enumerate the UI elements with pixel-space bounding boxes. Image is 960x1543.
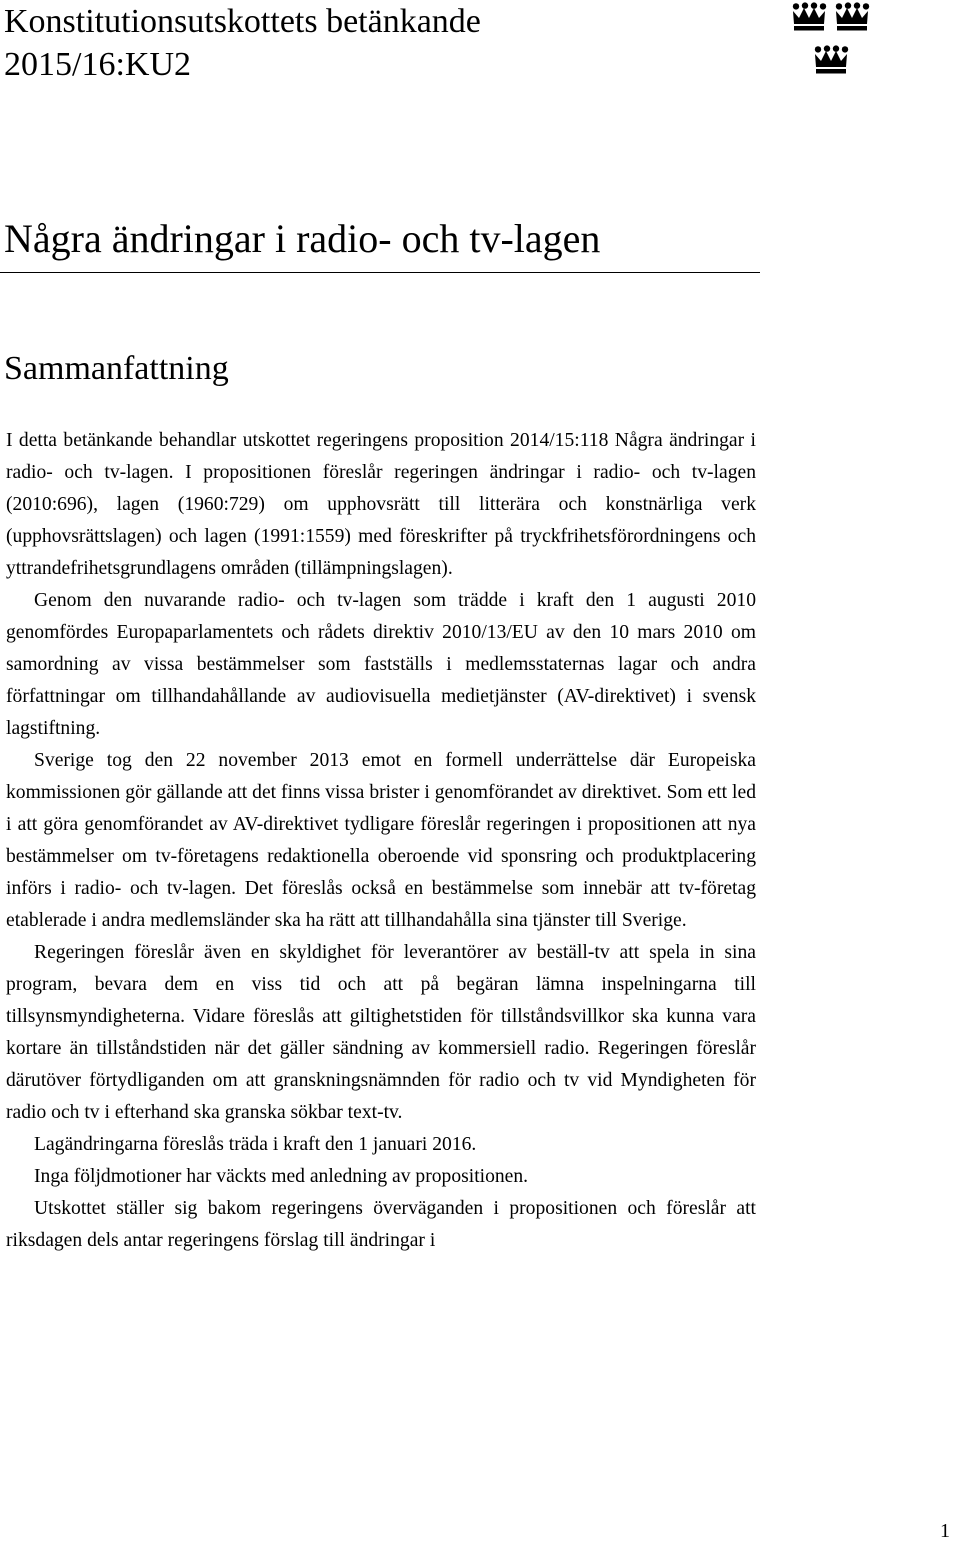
- summary-paragraph-1: I detta betänkande behandlar utskottet regeringens proposition 2014/15:118 Några ändringar i radio- och tv-lagen. I propositionen föreslår regeringen ändringar i radio- och tv-lagen (2010:696), lagen (1960:729) om upphovsrätt till litterära och konstnärliga verk (upphovsrättslagen) och lagen (1991:1559) med föreskrifter på tryckfrihetsförordningens och yttrandefrihetsgrundlagens områden (tillämpningslagen).: [6, 430, 756, 579]
- three-crowns-icon: [790, 2, 908, 84]
- title-divider: [0, 272, 760, 273]
- summary-paragraph-5: Lagändringarna föreslås träda i kraft den 1 januari 2016.: [34, 1134, 477, 1155]
- summary-paragraph-7: Utskottet ställer sig bakom regeringens överväganden i propositionen och föreslår att riksdagen dels antar regeringens förslag till ändringar i: [6, 1198, 756, 1251]
- summary-paragraph-6: Inga följdmotioner har väckts med anledning av propositionen.: [34, 1166, 529, 1187]
- section-heading-summary: Sammanfattning: [4, 350, 229, 387]
- summary-body: [6, 425, 756, 1257]
- report-title: [4, 0, 704, 86]
- document-title: Några ändringar i radio- och tv-lagen: [4, 216, 601, 261]
- report-number: 2015/16:KU2: [4, 46, 191, 83]
- summary-paragraph-2: Genom den nuvarande radio- och tv-lagen som trädde i kraft den 1 augusti 2010 genomfördes Europaparlamentets och rådets direktiv 2010/13/EU av den 10 mars 2010 om samordning av vissa bestämmelser som fastställs i medlemsstaternas lagar och andra författningar om tillhandahållande av audiovisuella medietjänster (AV-direktivet) i svensk lagstiftning.: [6, 590, 756, 739]
- summary-paragraph-3: Sverige tog den 22 november 2013 emot en formell underrättelse där Europeiska kommissionen gör gällande att det finns vissa brister i genomförandet av direktivet. Som ett led i att göra genomförandet av AV-direktivet tydligare föreslår regeringen i propositionen att nya bestämmelser om tv-företagens redaktionella oberoende vid sponsring och produktplacering införs i radio- och tv-lagen. Det föreslås också en bestämmelse som innebär att tv-företag etablerade i andra medlemsländer ska ha rätt att tillhandahålla sina tjänster till Sverige.: [6, 750, 756, 931]
- summary-paragraph-4: Regeringen föreslår även en skyldighet för leverantörer av beställ-tv att spela in sina program, bevara dem en viss tid och att på begäran lämna inspelningarna till tillsynsmyndigheterna. Vidare föreslås att giltighetstiden för tillståndsvillkor ska kunna vara kortare än tillståndstiden när det gäller sändning av kommersiell radio. Regeringen föreslår därutöver förtydliganden om att granskningsnämnden för radio och tv vid Myndigheten för radio och tv i efterhand ska granska sökbar text-tv.: [6, 942, 756, 1123]
- page-number: 1: [940, 1520, 950, 1542]
- report-title-line1: Konstitutionsutskottets betänkande: [4, 3, 481, 40]
